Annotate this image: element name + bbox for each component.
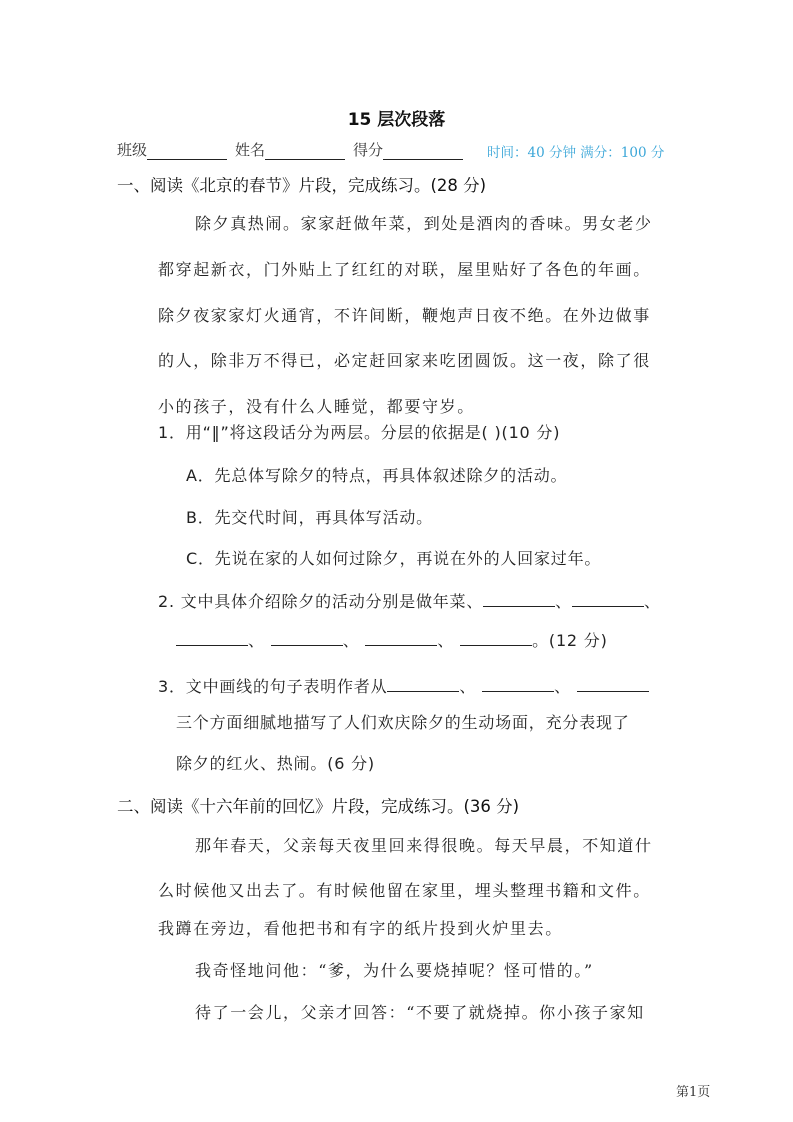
question-1-option-c[interactable]: C．先说在家的人如何过除夕，再说在外的人回家过年。 xyxy=(186,549,602,568)
time-score-info: 时间：40 分钟 满分：100 分 xyxy=(487,145,665,161)
name-label: 姓名 xyxy=(235,141,266,159)
student-info-row xyxy=(117,139,471,160)
passage-line: 小的孩子，没有什么人睡觉，都要守岁。 xyxy=(158,397,475,416)
question-3-prefix: 3．文中画线的句子表明作者从 xyxy=(158,677,388,696)
question-3-line-2: 三个方面细腻地描写了人们欢庆除夕的生动场面，充分表现了 xyxy=(176,713,630,732)
score-label: 得分 xyxy=(353,141,384,159)
passage-line: 都穿起新衣，门外贴上了红红的对联，屋里贴好了各色的年画。 xyxy=(158,260,651,279)
section-1-heading: 一、阅读《北京的春节》片段，完成练习。(28 分) xyxy=(117,176,487,195)
question-2-end: 。(12 分) xyxy=(532,631,608,650)
question-2-prefix: 2. 文中具体介绍除夕的活动分别是做年菜、 xyxy=(158,592,484,611)
passage-line: 我奇怪地问他：“爹，为什么要烧掉呢？怪可惜的。” xyxy=(195,961,594,980)
answer-blank[interactable] xyxy=(271,631,343,646)
passage-line: 么时候他又出去了。有时候他留在家里，埋头整理书籍和文件。 xyxy=(158,881,651,900)
passage-line: 待了一会儿，父亲才回答：“不要了就烧掉。你小孩子家知 xyxy=(195,1003,645,1022)
answer-blank[interactable] xyxy=(482,677,554,692)
passage-line: 的人，除非万不得已，必定赶回家来吃团圆饭。这一夜，除了很 xyxy=(158,351,651,370)
name-blank[interactable] xyxy=(265,143,345,160)
page-title: 15 层次段落 xyxy=(347,110,446,130)
passage-line: 除夕夜家家灯火通宵，不许间断，鞭炮声日夜不绝。在外边做事 xyxy=(158,306,651,325)
passage-line: 那年春天，父亲每天夜里回来得很晚。每天早晨，不知道什 xyxy=(195,836,653,855)
question-3-line-3: 除夕的红火、热闹。(6 分) xyxy=(176,754,375,773)
question-1-option-a[interactable]: A．先总体写除夕的特点，再具体叙述除夕的活动。 xyxy=(186,466,568,485)
answer-blank[interactable] xyxy=(176,631,248,646)
score-blank[interactable] xyxy=(383,143,463,160)
answer-blank[interactable] xyxy=(577,677,649,692)
question-1-option-b[interactable]: B．先交代时间，再具体写活动。 xyxy=(186,508,433,527)
question-1-stem: 1．用“‖”将这段话分为两层。分层的依据是( )(10 分) xyxy=(158,423,561,442)
answer-blank[interactable] xyxy=(572,592,644,607)
class-label: 班级 xyxy=(117,141,148,159)
passage-line: 我蹲在旁边，看他把书和有字的纸片投到火炉里去。 xyxy=(158,919,563,938)
page-number: 第1页 xyxy=(676,1085,711,1100)
section-2-heading: 二、阅读《十六年前的回忆》片段，完成练习。(36 分) xyxy=(117,797,520,816)
passage-line: 除夕真热闹。家家赶做年菜，到处是酒肉的香味。男女老少 xyxy=(195,214,653,233)
class-blank[interactable] xyxy=(147,143,227,160)
answer-blank[interactable] xyxy=(387,677,459,692)
answer-blank[interactable] xyxy=(483,592,555,607)
answer-blank[interactable] xyxy=(460,631,532,646)
answer-blank[interactable] xyxy=(365,631,437,646)
